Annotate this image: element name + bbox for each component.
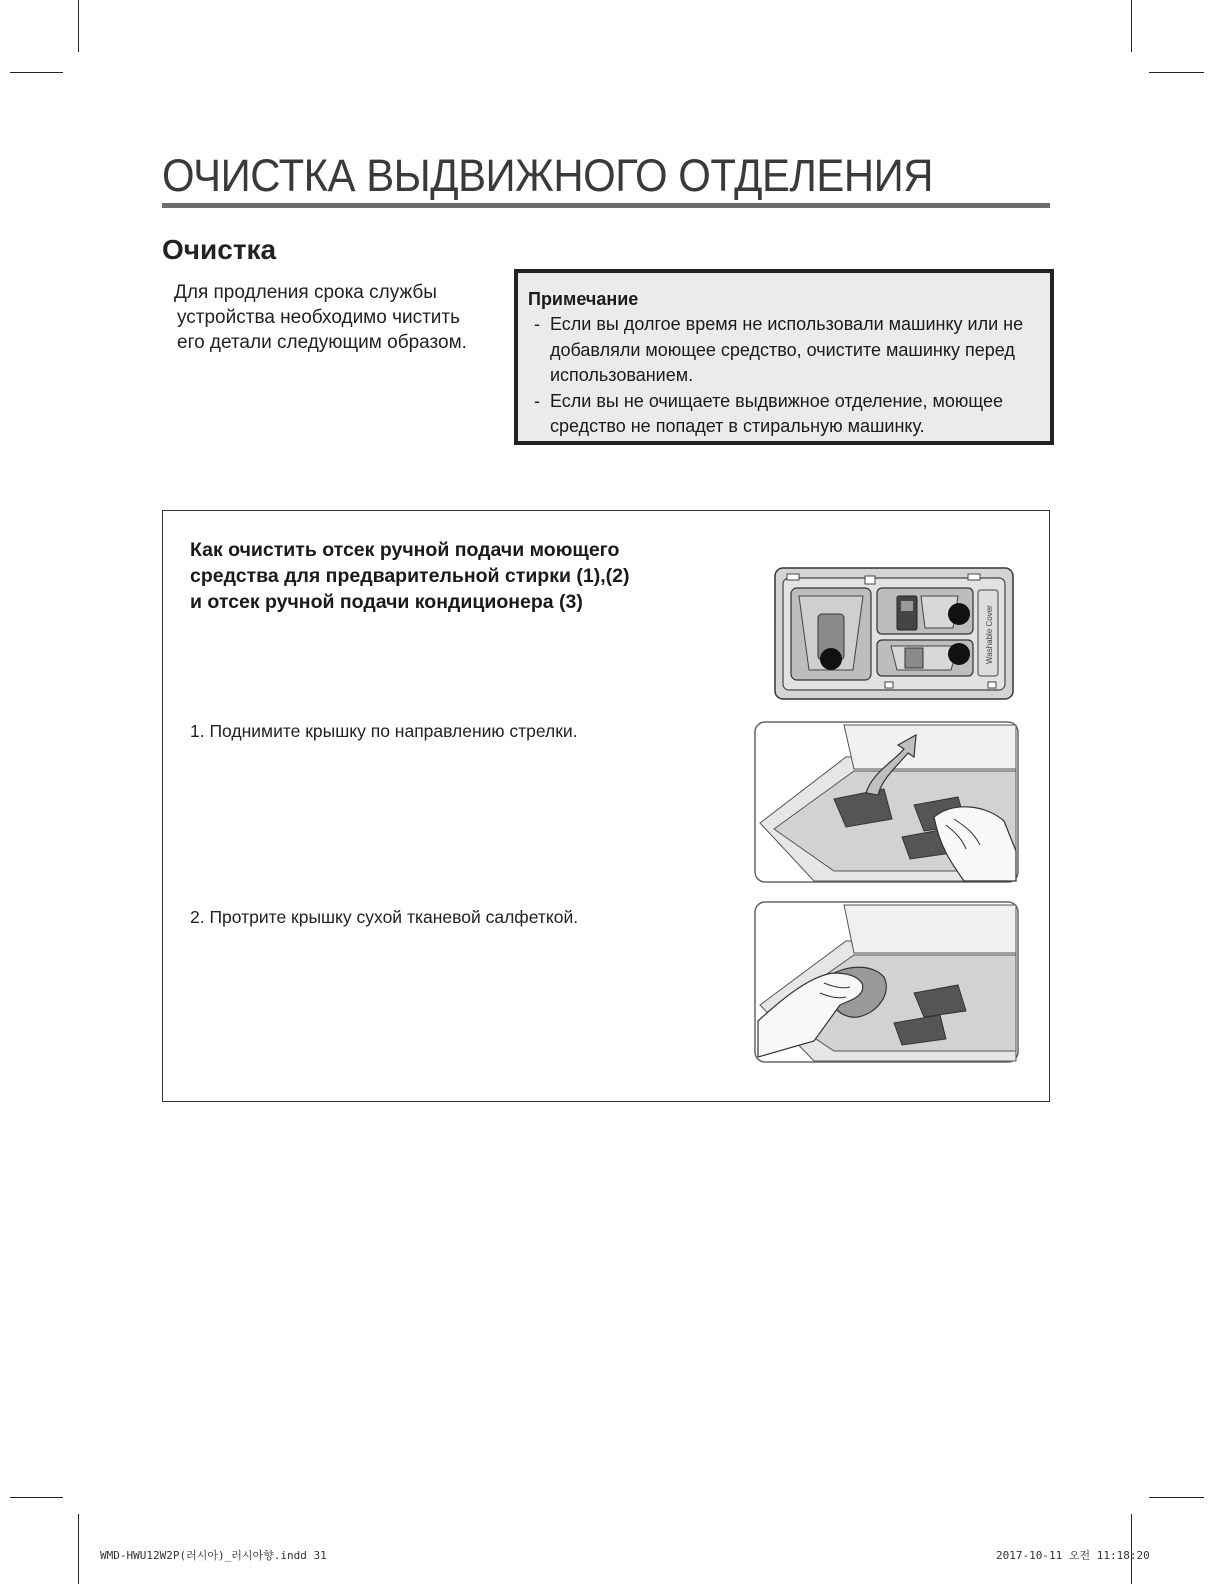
section-heading: Очистка bbox=[162, 234, 277, 265]
intro-line: его детали следующим образом. bbox=[177, 332, 467, 353]
title-rule bbox=[162, 203, 1050, 208]
footer-file-info: WMD-HWU12W2P(러시아)_러시아향.indd 31 bbox=[100, 1549, 327, 1562]
dispenser-top-view-figure bbox=[773, 566, 1015, 701]
note-line: добавляли моющее средство, очистите машинку перед bbox=[550, 339, 1015, 360]
instructions-heading bbox=[190, 537, 629, 615]
crop-mark bbox=[78, 0, 79, 52]
step-2-text: 2. Протрите крышку сухой тканевой салфеткой. bbox=[190, 907, 579, 927]
note-item bbox=[528, 389, 1050, 440]
instructions-box bbox=[162, 510, 1050, 1102]
note-list bbox=[528, 312, 1050, 440]
step-1-text: 1. Поднимите крышку по направлению стрелки. bbox=[190, 721, 578, 741]
heading-line: средства для предварительной стирки (1),(2) bbox=[190, 565, 630, 587]
crop-mark bbox=[10, 1497, 63, 1498]
lift-cover-figure bbox=[754, 721, 1019, 883]
heading-line: Как очистить отсек ручной подачи моющего bbox=[190, 539, 620, 561]
note-item bbox=[528, 312, 1050, 389]
heading-line: и отсек ручной подачи кондиционера (3) bbox=[190, 591, 583, 613]
wipe-cover-figure bbox=[754, 901, 1019, 1063]
note-line: Если вы долгое время не использовали машинку или не bbox=[550, 314, 1024, 334]
note-line: использованием. bbox=[550, 365, 694, 385]
note-title: Примечание bbox=[528, 289, 639, 309]
page-title: ОЧИСТКА ВЫДВИЖНОГО ОТДЕЛЕНИЯ bbox=[162, 150, 933, 201]
note-dash: - bbox=[534, 314, 540, 334]
note-dash: - bbox=[534, 390, 540, 411]
washable-cover-label: Washable Cover bbox=[985, 605, 994, 664]
crop-mark bbox=[78, 1514, 79, 1584]
crop-mark bbox=[1131, 0, 1132, 52]
intro-text bbox=[174, 280, 467, 355]
crop-mark bbox=[10, 72, 63, 73]
crop-mark bbox=[1149, 1497, 1204, 1498]
intro-line: устройства необходимо чистить bbox=[177, 307, 461, 328]
note-line: средство не попадет в стиральную машинку. bbox=[550, 416, 925, 436]
crop-mark bbox=[1149, 72, 1204, 73]
note-box bbox=[514, 269, 1054, 445]
footer-timestamp: 2017-10-11 오전 11:18:20 bbox=[996, 1549, 1150, 1562]
intro-line: Для продления срока службы bbox=[174, 282, 437, 303]
note-line: Если вы не очищаете выдвижное отделение, моющее bbox=[550, 390, 1003, 411]
